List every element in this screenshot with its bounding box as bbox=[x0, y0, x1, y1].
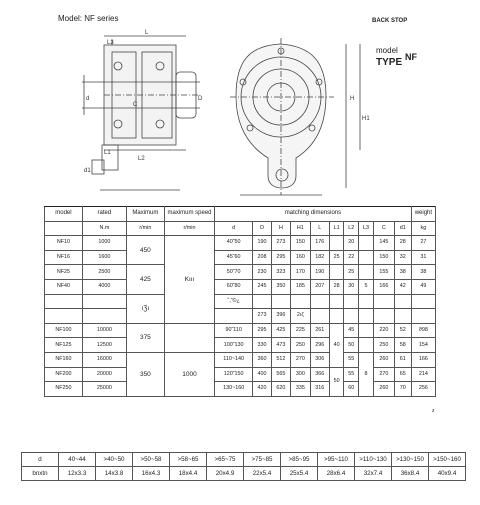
cell-l2 bbox=[344, 294, 359, 309]
cell-l: 316 bbox=[310, 382, 329, 397]
table-row bbox=[45, 309, 436, 324]
cell-d1: 32 bbox=[394, 250, 411, 265]
header-weight: weight bbox=[411, 207, 435, 222]
cell-max-speed: Kııı bbox=[164, 236, 214, 324]
table-row bbox=[45, 279, 436, 294]
cell-l: 296 bbox=[310, 338, 329, 353]
cell-big-d: 190 bbox=[253, 236, 272, 251]
cell-h: 425 bbox=[271, 323, 290, 338]
cell-h: 620 bbox=[271, 382, 290, 397]
cell-rated bbox=[82, 309, 126, 324]
cell-maximum: 450 bbox=[126, 236, 164, 265]
cell-l2: 22 bbox=[344, 250, 359, 265]
cell-model: NF160 bbox=[45, 352, 83, 367]
front-view-drawing bbox=[230, 38, 360, 195]
cell-rated: 2500 bbox=[82, 265, 126, 280]
dim-l-label: L bbox=[145, 30, 149, 36]
cell-l: 176 bbox=[310, 236, 329, 251]
cell-l3 bbox=[359, 265, 374, 280]
table-row bbox=[45, 367, 436, 382]
cell-l1 bbox=[329, 236, 344, 251]
cell-c bbox=[373, 309, 394, 324]
cell-rated: 1000 bbox=[82, 236, 126, 251]
cell-l: 306 bbox=[310, 352, 329, 367]
cell-d: 60˜80 bbox=[215, 279, 253, 294]
header-weight-unit: kg bbox=[411, 221, 435, 236]
cell-big-d: 208 bbox=[253, 250, 272, 265]
cell-h: 323 bbox=[271, 265, 290, 280]
cell-c: 260 bbox=[373, 352, 394, 367]
cell-d: 100˜130 bbox=[215, 338, 253, 353]
cell-c: 166 bbox=[373, 279, 394, 294]
cell-maximum: ıƷı bbox=[126, 294, 164, 323]
cell-l2: 60 bbox=[344, 382, 359, 397]
cell-big-d bbox=[253, 294, 272, 309]
cell-l: 261 bbox=[310, 323, 329, 338]
cell-h1: 225 bbox=[290, 323, 310, 338]
table-row bbox=[45, 382, 436, 397]
dim-d-label: d bbox=[86, 96, 90, 102]
header-rated: rated bbox=[82, 207, 126, 222]
bore-keyway-table bbox=[21, 452, 466, 481]
cell-model: NF40 bbox=[45, 279, 83, 294]
keyway-cell: 32x7.4 bbox=[355, 467, 392, 481]
dim-l2-label: L2 bbox=[138, 156, 145, 162]
page-note: z bbox=[432, 408, 435, 414]
keyway-cell: 36x8.4 bbox=[392, 467, 429, 481]
keyway-cell: 28x6.4 bbox=[318, 467, 355, 481]
cell-c: 220 bbox=[373, 323, 394, 338]
table-row bbox=[45, 250, 436, 265]
table-row bbox=[45, 236, 436, 251]
cell-c: 145 bbox=[373, 236, 394, 251]
keyway-cell: 12x3.3 bbox=[59, 467, 96, 481]
header-dim-l2: L2 bbox=[344, 221, 359, 236]
cell-h1: 335 bbox=[290, 382, 310, 397]
type-code: NF bbox=[405, 52, 417, 62]
keyway-cell: 16x4.3 bbox=[133, 467, 170, 481]
cell-l1: 40 bbox=[329, 323, 344, 367]
cell-d1: 38 bbox=[394, 265, 411, 280]
header-dim-l: L bbox=[310, 221, 329, 236]
header-rated-unit: N.m bbox=[82, 221, 126, 236]
header-maximum-unit: r/min bbox=[126, 221, 164, 236]
cell-l2: 20 bbox=[344, 236, 359, 251]
cell-d1: 70 bbox=[394, 382, 411, 397]
cell-d1: 28 bbox=[394, 236, 411, 251]
cell-model: NF125 bbox=[45, 338, 83, 353]
cell-l2: 55 bbox=[344, 352, 359, 367]
cell-model bbox=[45, 294, 83, 309]
cell-l3 bbox=[359, 323, 374, 338]
cell-rated: 1600 bbox=[82, 250, 126, 265]
cell-l2 bbox=[344, 309, 359, 324]
keyway-cell: bnxtn bbox=[22, 467, 59, 481]
header-max-speed: maximum speed bbox=[164, 207, 214, 222]
dim-h1-label: H1 bbox=[362, 116, 370, 122]
cell-big-d: 295 bbox=[253, 323, 272, 338]
cell-h1: 300 bbox=[290, 367, 310, 382]
cell-c: 260 bbox=[373, 382, 394, 397]
keyway-cell: 40x9.4 bbox=[429, 467, 466, 481]
header-dim-c: C bbox=[373, 221, 394, 236]
cell-weight: 31 bbox=[411, 250, 435, 265]
cell-d1: 42 bbox=[394, 279, 411, 294]
cell-max-speed bbox=[164, 323, 214, 352]
header-dim-l1: L1 bbox=[329, 221, 344, 236]
cell-big-d: 400 bbox=[253, 367, 272, 382]
keyway-cell: 20x4.9 bbox=[207, 467, 244, 481]
cell-model: NF25 bbox=[45, 265, 83, 280]
cell-weight: 49 bbox=[411, 279, 435, 294]
cell-h1: 270 bbox=[290, 352, 310, 367]
cell-d bbox=[215, 309, 253, 324]
bore-cell: >65~75 bbox=[207, 453, 244, 467]
table-row bbox=[45, 294, 436, 309]
cell-d1 bbox=[394, 309, 411, 324]
spec-table bbox=[44, 206, 436, 397]
cell-h: 295 bbox=[271, 250, 290, 265]
cell-rated: 10000 bbox=[82, 323, 126, 338]
cell-c: 155 bbox=[373, 265, 394, 280]
cell-l2: 45 bbox=[344, 323, 359, 338]
cell-d: 45˜60 bbox=[215, 250, 253, 265]
cell-rated: 12500 bbox=[82, 338, 126, 353]
cell-l2: 25 bbox=[344, 265, 359, 280]
dim-big-d-label: D bbox=[198, 96, 203, 102]
cell-c: 270 bbox=[373, 367, 394, 382]
technical-drawing bbox=[0, 0, 480, 205]
bore-cell: >110~130 bbox=[355, 453, 392, 467]
cell-big-d: 273 bbox=[253, 309, 272, 324]
cell-l1: 50 bbox=[329, 367, 344, 396]
cell-h1 bbox=[290, 294, 310, 309]
cell-model: NF10 bbox=[45, 236, 83, 251]
table-row bbox=[45, 352, 436, 367]
bore-cell: >75~85 bbox=[244, 453, 281, 467]
dim-l3-label: L3 bbox=[107, 40, 114, 46]
cell-weight: 214 bbox=[411, 367, 435, 382]
cell-c bbox=[373, 294, 394, 309]
cell-l2: 55 bbox=[344, 367, 359, 382]
bore-cell: d bbox=[22, 453, 59, 467]
table-row bbox=[22, 453, 466, 467]
bore-cell: >130~150 bbox=[392, 453, 429, 467]
header-dim-d1: d1 bbox=[394, 221, 411, 236]
cell-model: NF250 bbox=[45, 382, 83, 397]
cell-rated: 16000 bbox=[82, 352, 126, 367]
header-maximum: Maximum bbox=[126, 207, 164, 222]
cell-h: 565 bbox=[271, 367, 290, 382]
header-dim-l3: L3 bbox=[359, 221, 374, 236]
bore-cell: 40~44 bbox=[59, 453, 96, 467]
cell-weight: 256 bbox=[411, 382, 435, 397]
keyway-cell: 22x5.4 bbox=[244, 467, 281, 481]
cell-model: NF200 bbox=[45, 367, 83, 382]
cell-maximum: 375 bbox=[126, 323, 164, 352]
header-dim-d: d bbox=[215, 221, 253, 236]
cell-d1: 58 bbox=[394, 338, 411, 353]
dim-h-label: H bbox=[350, 96, 355, 102]
cell-big-d: 420 bbox=[253, 382, 272, 397]
header-dim-big-d: D bbox=[253, 221, 272, 236]
cell-h1: 250 bbox=[290, 338, 310, 353]
cell-d: 120˜150 bbox=[215, 367, 253, 382]
cell-weight bbox=[411, 294, 435, 309]
cell-h: 473 bbox=[271, 338, 290, 353]
cell-h: 350 bbox=[271, 279, 290, 294]
cell-rated: 20000 bbox=[82, 367, 126, 382]
cell-big-d: 360 bbox=[253, 352, 272, 367]
table-row bbox=[45, 338, 436, 353]
header-model: model bbox=[45, 207, 83, 222]
cell-l1 bbox=[329, 265, 344, 280]
cell-big-d: 330 bbox=[253, 338, 272, 353]
cell-h: 273 bbox=[271, 236, 290, 251]
cell-d1 bbox=[394, 294, 411, 309]
cell-l3 bbox=[359, 250, 374, 265]
dim-d1-label: d1 bbox=[84, 168, 91, 174]
dim-l1-label: L1 bbox=[104, 150, 111, 156]
cell-c: 250 bbox=[373, 338, 394, 353]
cell-h1: 150 bbox=[290, 236, 310, 251]
cell-l: 366 bbox=[310, 367, 329, 382]
cell-maximum: 425 bbox=[126, 265, 164, 294]
header-matching-dimensions: matching dimensions bbox=[215, 207, 411, 222]
keyway-cell: 14x3.8 bbox=[96, 467, 133, 481]
cell-h: 396 bbox=[271, 309, 290, 324]
cell-big-d: 230 bbox=[253, 265, 272, 280]
cell-c: 150 bbox=[373, 250, 394, 265]
cell-weight: 27 bbox=[411, 236, 435, 251]
cell-rated: 25000 bbox=[82, 382, 126, 397]
table-row bbox=[45, 323, 436, 338]
cell-maximum: 350 bbox=[126, 352, 164, 396]
model-label: model bbox=[376, 46, 398, 55]
cell-d: 90˜110 bbox=[215, 323, 253, 338]
cell-l3 bbox=[359, 338, 374, 353]
cell-weight bbox=[411, 309, 435, 324]
cell-l2: 50 bbox=[344, 338, 359, 353]
cell-h1: 160 bbox=[290, 250, 310, 265]
cell-max-speed: 1000 bbox=[164, 352, 214, 396]
cell-d: ˚,˜©¿ bbox=[215, 294, 253, 309]
cell-l1: 25 bbox=[329, 250, 344, 265]
cell-h1: 2ıζ bbox=[290, 309, 310, 324]
bore-cell: >150~160 bbox=[429, 453, 466, 467]
keyway-cell: 18x4.4 bbox=[170, 467, 207, 481]
cell-h bbox=[271, 294, 290, 309]
header-dim-h1: H1 bbox=[290, 221, 310, 236]
cell-l3: 5 bbox=[359, 279, 374, 294]
cell-d: 130~160 bbox=[215, 382, 253, 397]
cell-h1: 185 bbox=[290, 279, 310, 294]
dim-c-label: C bbox=[133, 102, 138, 108]
bore-cell: >40~50 bbox=[96, 453, 133, 467]
cell-weight: ϑ98 bbox=[411, 323, 435, 338]
cell-l3 bbox=[359, 294, 374, 309]
model-series-title: Model: NF series bbox=[58, 14, 119, 23]
cell-d1: 52 bbox=[394, 323, 411, 338]
cell-l bbox=[310, 309, 329, 324]
cell-d: 50˜70 bbox=[215, 265, 253, 280]
table-row bbox=[45, 265, 436, 280]
cell-weight: 38 bbox=[411, 265, 435, 280]
cell-model: NF16 bbox=[45, 250, 83, 265]
cell-l1: 28 bbox=[329, 279, 344, 294]
bore-cell: >85~95 bbox=[281, 453, 318, 467]
bore-cell: >58~65 bbox=[170, 453, 207, 467]
cell-rated: 4000 bbox=[82, 279, 126, 294]
cell-l3 bbox=[359, 309, 374, 324]
keyway-cell: 25x5.4 bbox=[281, 467, 318, 481]
header-max-speed-unit: r/min bbox=[164, 221, 214, 236]
cell-l bbox=[310, 294, 329, 309]
cell-d1: 61 bbox=[394, 352, 411, 367]
cell-l2: 30 bbox=[344, 279, 359, 294]
cell-l3 bbox=[359, 236, 374, 251]
cell-l3: 8 bbox=[359, 352, 374, 396]
cell-l: 207 bbox=[310, 279, 329, 294]
bore-cell: >50~58 bbox=[133, 453, 170, 467]
product-name: BACK STOP bbox=[372, 18, 408, 24]
cell-d: 40˜50 bbox=[215, 236, 253, 251]
cell-l1 bbox=[329, 294, 344, 309]
type-label: TYPE bbox=[376, 57, 403, 68]
cell-l: 190 bbox=[310, 265, 329, 280]
cell-rated bbox=[82, 294, 126, 309]
cell-l: 182 bbox=[310, 250, 329, 265]
cell-weight: 166 bbox=[411, 352, 435, 367]
cell-model: NF100 bbox=[45, 323, 83, 338]
cell-d1: 65 bbox=[394, 367, 411, 382]
cell-model bbox=[45, 309, 83, 324]
cell-h: 512 bbox=[271, 352, 290, 367]
side-view-drawing bbox=[82, 36, 200, 190]
cell-d: 110~140 bbox=[215, 352, 253, 367]
cell-big-d: 245 bbox=[253, 279, 272, 294]
cell-h1: 170 bbox=[290, 265, 310, 280]
header-dim-h: H bbox=[271, 221, 290, 236]
bore-cell: >95~110 bbox=[318, 453, 355, 467]
cell-l1 bbox=[329, 309, 344, 324]
table-row bbox=[22, 467, 466, 481]
cell-weight: 154 bbox=[411, 338, 435, 353]
